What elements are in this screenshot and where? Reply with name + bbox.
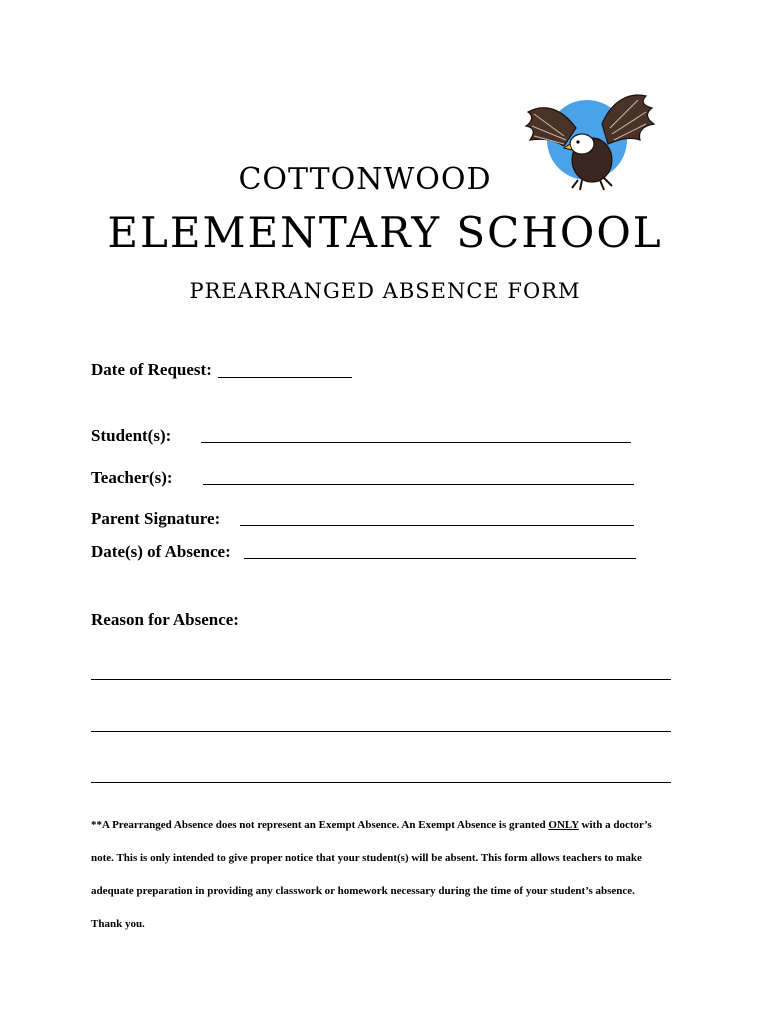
date-of-request-label: Date of Request:: [91, 360, 212, 379]
teachers-label: Teacher(s):: [91, 468, 173, 487]
note-line-1-end: with a doctor’s: [578, 819, 652, 831]
note-line-1: [91, 819, 652, 831]
note-line-1-text: **A Prearranged Absence does not represent an Exempt Absence. An Exempt Absence is granted: [91, 819, 549, 831]
note-thank-you: Thank you.: [91, 918, 145, 930]
reason-line-1[interactable]: [91, 679, 671, 680]
parent-signature-line[interactable]: [240, 525, 634, 526]
note-line-2: note. This is only intended to give proper notice that your student(s) will be absent. This form allows teachers to make: [91, 852, 642, 864]
teachers-line[interactable]: [203, 484, 634, 485]
note-emphasis-only: ONLY: [548, 819, 579, 831]
form-title: PREARRANGED ABSENCE FORM: [189, 279, 581, 303]
students-line[interactable]: [201, 442, 631, 443]
school-name-line1: COTTONWOOD: [238, 162, 492, 197]
school-name-line2: ELEMENTARY SCHOOL: [107, 208, 663, 257]
reason-label: Reason for Absence:: [91, 610, 239, 629]
reason-line-2[interactable]: [91, 731, 671, 732]
parent-signature-label: Parent Signature:: [91, 509, 221, 528]
dates-of-absence-label: Date(s) of Absence:: [91, 542, 231, 561]
reason-line-3[interactable]: [91, 782, 671, 783]
date-of-request-line[interactable]: [218, 377, 352, 378]
dates-of-absence-line[interactable]: [244, 558, 636, 559]
note-line-3: adequate preparation in providing any classwork or homework necessary during the time of your student’s absence.: [91, 885, 635, 897]
students-label: Student(s):: [91, 426, 172, 445]
